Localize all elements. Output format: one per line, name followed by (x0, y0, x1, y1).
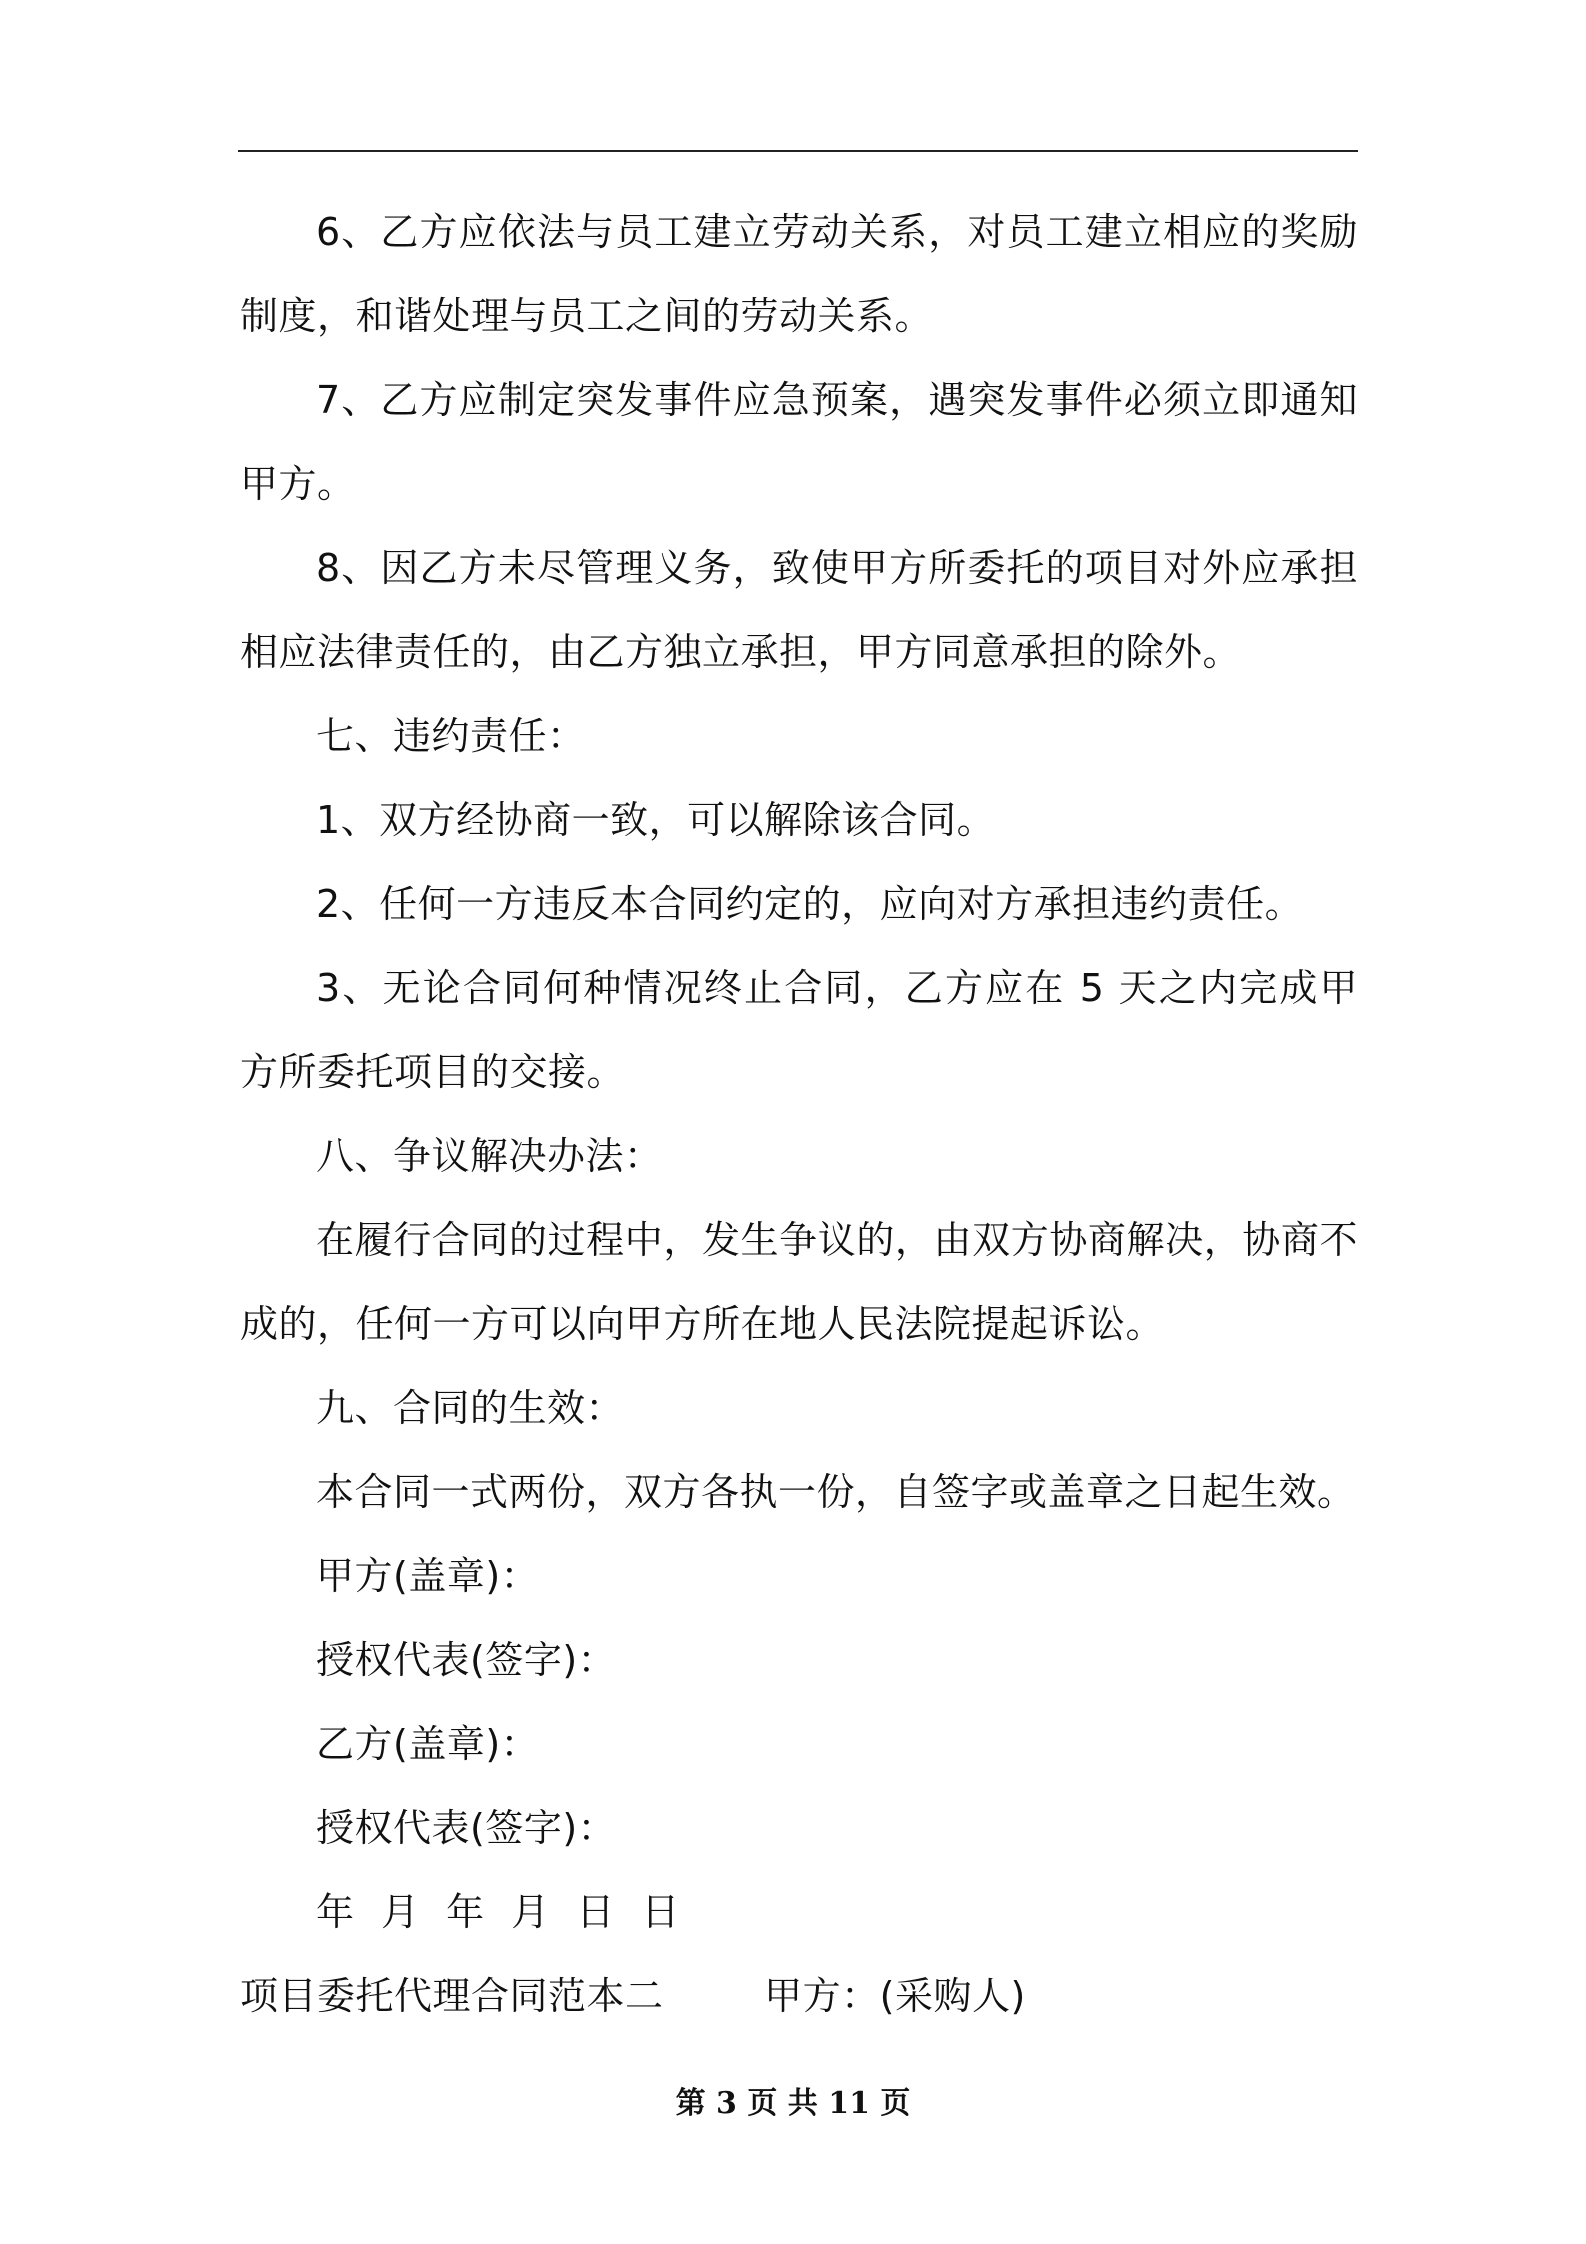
section-heading-effect: 九、合同的生效： (316, 1386, 625, 1430)
breach-clause-3: 3、无论合同何种情况终止合同，乙方应在 5 天之内完成甲 方所委托项目的交接。 (240, 966, 1358, 1094)
header-rule (238, 150, 1358, 152)
clause-6: 6、乙方应依法与员工建立劳动关系，对员工建立相应的奖励制度，和谐处理与员工之间的劳动关系。 (240, 210, 1358, 338)
breach-clause-1: 1、双方经协商一致，可以解除该合同。 (316, 798, 996, 842)
dispute-text: 在履行合同的过程中，发生争议的，由双方协商解决，协商不成的，任何一方可以向甲方所在地人民法院提起诉讼。 (240, 1218, 1358, 1346)
party-b-seal: 乙方(盖章)： (316, 1722, 540, 1766)
section-heading-dispute: 八、争议解决办法： (316, 1134, 663, 1178)
party-a-seal: 甲方(盖章)： (316, 1554, 540, 1598)
date-line: 年 月 年 月 日 日 (316, 1890, 680, 1934)
page-footer: 第 3 页 共 11 页 (675, 2086, 911, 2121)
next-template-title: 项目委托代理合同范本二 甲方：(采购人) (240, 1974, 1026, 2018)
clause-8: 8、因乙方未尽管理义务，致使甲方所委托的项目对外应承担相应法律责任的，由乙方独立承担，甲方同意承担的除外。 (240, 546, 1358, 674)
document-body (240, 190, 1358, 2038)
effect-text: 本合同一式两份，双方各执一份，自签字或盖章之日起生效。 (316, 1470, 1356, 1514)
section-heading-breach: 七、违约责任： (316, 714, 586, 758)
party-b-representative: 授权代表(签字)： (316, 1806, 617, 1850)
party-a-representative: 授权代表(签字)： (316, 1638, 617, 1682)
clause-7: 7、乙方应制定突发事件应急预案，遇突发事件必须立即通知甲方。 (240, 378, 1358, 506)
breach-clause-2: 2、任何一方违反本合同约定的，应向对方承担违约责任。 (316, 882, 1304, 926)
